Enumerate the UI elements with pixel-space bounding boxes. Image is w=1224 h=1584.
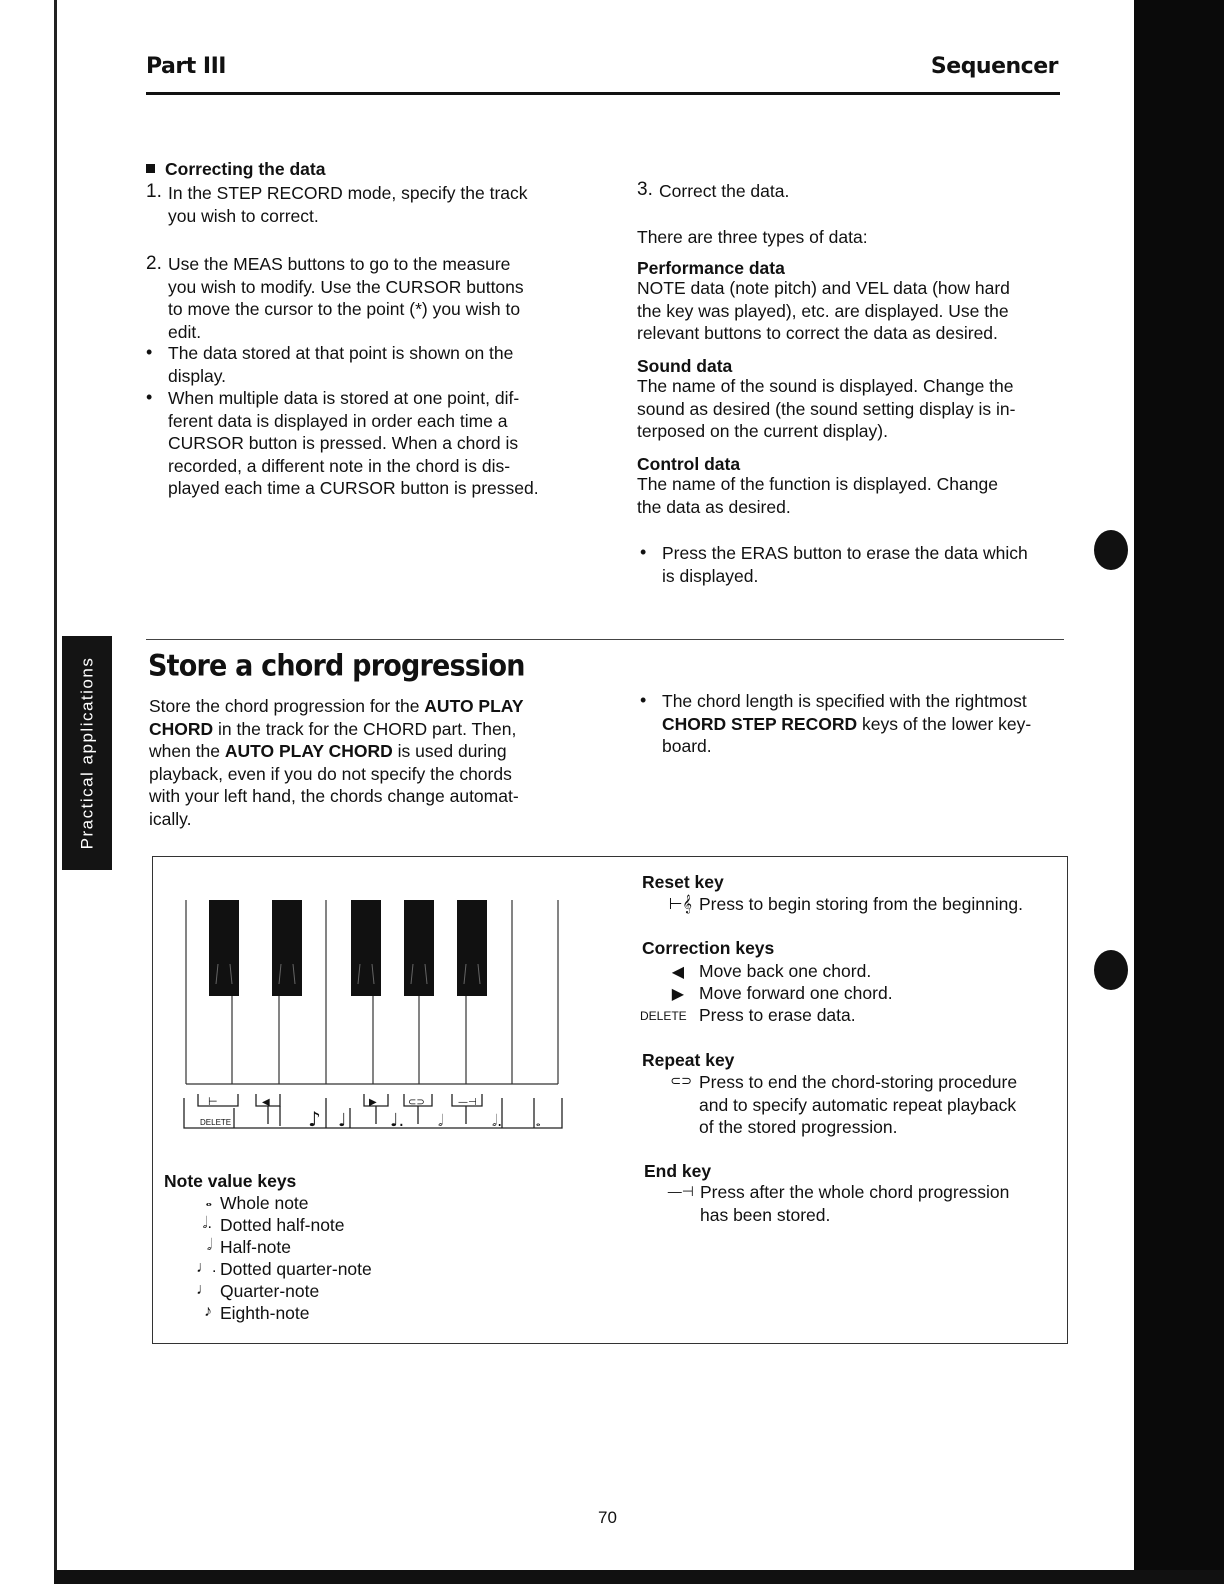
text-line: terposed on the current display). (637, 421, 888, 441)
eighth-note-symbol: ♪ (308, 1107, 321, 1130)
forward-desc: Move forward one chord. (699, 983, 893, 1003)
repeat-desc (699, 1071, 1017, 1139)
bullet-icon: • (640, 690, 647, 710)
key-shading (216, 964, 480, 984)
performance-title: Performance data (637, 258, 785, 278)
end-key-title: End key (644, 1161, 712, 1181)
binder-hole (1094, 950, 1128, 990)
text-line (662, 713, 1031, 736)
text-line: Press the ERAS button to erase the data which (662, 543, 1028, 563)
correcting-title (146, 158, 325, 181)
note-value-label: Half-note (220, 1237, 292, 1257)
text-line: board. (662, 736, 712, 756)
text-line: display. (168, 365, 227, 386)
dotted-quarter-note-icon: ♩. (196, 1259, 217, 1276)
step1-text (168, 182, 528, 227)
text-line: relevant buttons to correct the data as desired. (637, 323, 998, 343)
back-arrow-icon: ◀ (671, 964, 684, 981)
binder-hole (1094, 530, 1128, 570)
text-line: with your left hand, the chords change automat- (149, 786, 519, 806)
sound-text (637, 375, 1015, 443)
bullet2-text (168, 387, 539, 500)
note-value-title: Note value keys (164, 1171, 297, 1191)
bullet-icon: • (640, 542, 647, 562)
whole-note-symbol: 𝅝 (536, 1116, 541, 1129)
step-number: 2. (146, 253, 162, 274)
text-line: you wish to modify. Use the CURSOR buttons (168, 276, 524, 297)
text-span: CHORD STEP RECORD (662, 713, 858, 734)
chord-length-text (662, 690, 1031, 758)
text-line: the data as desired. (637, 496, 791, 517)
control-text (637, 473, 998, 518)
black-key (272, 900, 302, 996)
text-line: ically. (149, 808, 192, 829)
note-value-label: Dotted half-note (220, 1215, 345, 1235)
bullet-icon: • (146, 387, 153, 407)
eighth-note-icon: ♪ (204, 1303, 212, 1320)
types-intro: There are three types of data: (637, 227, 868, 247)
step2-text (168, 253, 574, 343)
reset-key-desc: Press to begin storing from the beginning. (699, 894, 1023, 914)
text-span: CHORD (149, 718, 214, 739)
note-value-label: Dotted quarter-note (220, 1259, 372, 1279)
repeat-symbol: ⊂⊃ (408, 1097, 425, 1108)
step-number: 3. (637, 179, 653, 200)
reset-symbol: ⊢ (208, 1095, 218, 1108)
text-line: sound as desired (the sound setting display is in- (637, 398, 1016, 419)
text-line: and to specify automatic repeat playback (699, 1094, 1017, 1115)
note-value-label: Whole note (220, 1193, 309, 1213)
reset-key-icon: ⊢𝄞 (668, 896, 692, 913)
half-note-icon: 𝅗𝅥 (206, 1237, 212, 1254)
forward-symbol: ▶ (369, 1097, 377, 1108)
dotted-half-symbol: 𝅗𝅥. (492, 1111, 503, 1130)
text-line: The name of the sound is displayed. Change the (637, 376, 1014, 396)
text-line: Press to end the chord-storing procedure (699, 1072, 1018, 1092)
delete-key-icon: DELETE (640, 1009, 687, 1023)
black-key (404, 900, 434, 996)
text-span: when the (149, 741, 225, 761)
reset-key-mark (198, 1094, 238, 1106)
text-line: to move the cursor to the point (*) you wish to (168, 299, 521, 319)
text-line (149, 718, 575, 741)
reset-key-title: Reset key (642, 872, 724, 892)
back-desc: Move back one chord. (699, 961, 872, 981)
side-tab-label: Practical applications (77, 656, 97, 850)
text-line: played each time a CURSOR button is pressed. (168, 478, 539, 498)
text-span: keys of the lower key- (857, 713, 1032, 734)
text-span: AUTO PLAY CHORD (224, 741, 393, 761)
step-number: 1. (146, 181, 162, 202)
bullet1-text (168, 342, 513, 387)
repeat-key-title: Repeat key (642, 1050, 735, 1070)
correcting-title-text: Correcting the data (165, 159, 326, 179)
text-line: edit. (168, 321, 202, 342)
end-key-icon: —⊣ (667, 1183, 694, 1199)
text-line: recorded, a different note in the chord is dis- (168, 455, 511, 476)
performance-text (637, 277, 1010, 345)
key-symbols (208, 1095, 540, 1130)
black-key (209, 900, 239, 996)
text-line: Use the MEAS buttons to go to the measure (168, 254, 511, 274)
text-line: the key was played), etc. are displayed. Use the (637, 300, 1009, 321)
page-bottom-edge (54, 1570, 1224, 1584)
text-line: The data stored at that point is shown on the (168, 343, 514, 363)
text-line: The chord length is specified with the rightmost (662, 691, 1027, 711)
end-desc (700, 1181, 1009, 1226)
section-title: Store a chord progression (148, 649, 525, 684)
text-line (149, 740, 575, 763)
text-line: The name of the function is displayed. Change (637, 474, 998, 494)
delete-key-label: DELETE (200, 1118, 232, 1127)
text-line: is displayed. (662, 565, 759, 586)
text-line: When multiple data is stored at one point, dif- (168, 388, 520, 408)
dotted-half-note-icon: 𝅗𝅥. (202, 1215, 212, 1232)
repeat-key-icon: ⊂⊃ (670, 1073, 692, 1088)
keyboard-illustration (176, 894, 568, 1130)
text-line: has been stored. (700, 1204, 831, 1225)
text-span: in the track for the CHORD part. Then, (213, 718, 517, 739)
whole-note-icon: 𝅝 (205, 1193, 212, 1210)
step3-text: Correct the data. (659, 181, 790, 201)
text-span: AUTO PLAY (424, 696, 524, 716)
sound-title: Sound data (637, 356, 733, 376)
text-span: Store the chord progression for the (149, 696, 425, 716)
page-right-edge (1130, 0, 1224, 1584)
text-line: Press after the whole chord progression (700, 1182, 1010, 1202)
text-line: In the STEP RECORD mode, specify the track (168, 183, 528, 203)
correction-keys-title: Correction keys (642, 938, 775, 958)
text-line: ferent data is displayed in order each time a (168, 410, 508, 431)
text-line: you wish to correct. (168, 205, 319, 226)
header-part: Part III (146, 54, 226, 79)
control-title: Control data (637, 454, 741, 474)
note-value-label: Eighth-note (220, 1303, 310, 1323)
text-line: CURSOR button is pressed. When a chord is (168, 433, 519, 453)
end-symbol: —⊣ (458, 1097, 477, 1108)
delete-desc: Press to erase data. (699, 1005, 856, 1025)
header-rule (146, 92, 1060, 95)
text-line: NOTE data (note pitch) and VEL data (how hard (637, 278, 1010, 298)
side-tab (62, 636, 112, 870)
text-line: of the stored progression. (699, 1117, 898, 1137)
text-line (149, 695, 575, 718)
page-left-edge (0, 0, 57, 1584)
page-number: 70 (598, 1508, 617, 1527)
header-section: Sequencer (930, 54, 1058, 79)
half-note-symbol: 𝅗𝅥 (438, 1111, 444, 1130)
text-line: playback, even if you do not specify the chords (149, 763, 512, 784)
black-key (457, 900, 487, 996)
back-symbol: ◀ (262, 1097, 270, 1108)
forward-arrow-icon: ▶ (671, 986, 684, 1003)
section-rule (146, 639, 1064, 640)
quarter-note-symbol: ♩ (338, 1110, 347, 1130)
bullet-icon: • (146, 342, 153, 362)
black-keys (209, 900, 487, 996)
note-value-label: Quarter-note (220, 1281, 320, 1301)
square-bullet-icon (146, 164, 155, 173)
eras-bullet-text (662, 542, 1028, 587)
black-key (351, 900, 381, 996)
dotted-quarter-symbol: ♩. (390, 1110, 405, 1130)
text-span: is used during (392, 741, 507, 761)
quarter-note-icon: ♩ (196, 1281, 212, 1298)
chord-intro (149, 695, 575, 830)
